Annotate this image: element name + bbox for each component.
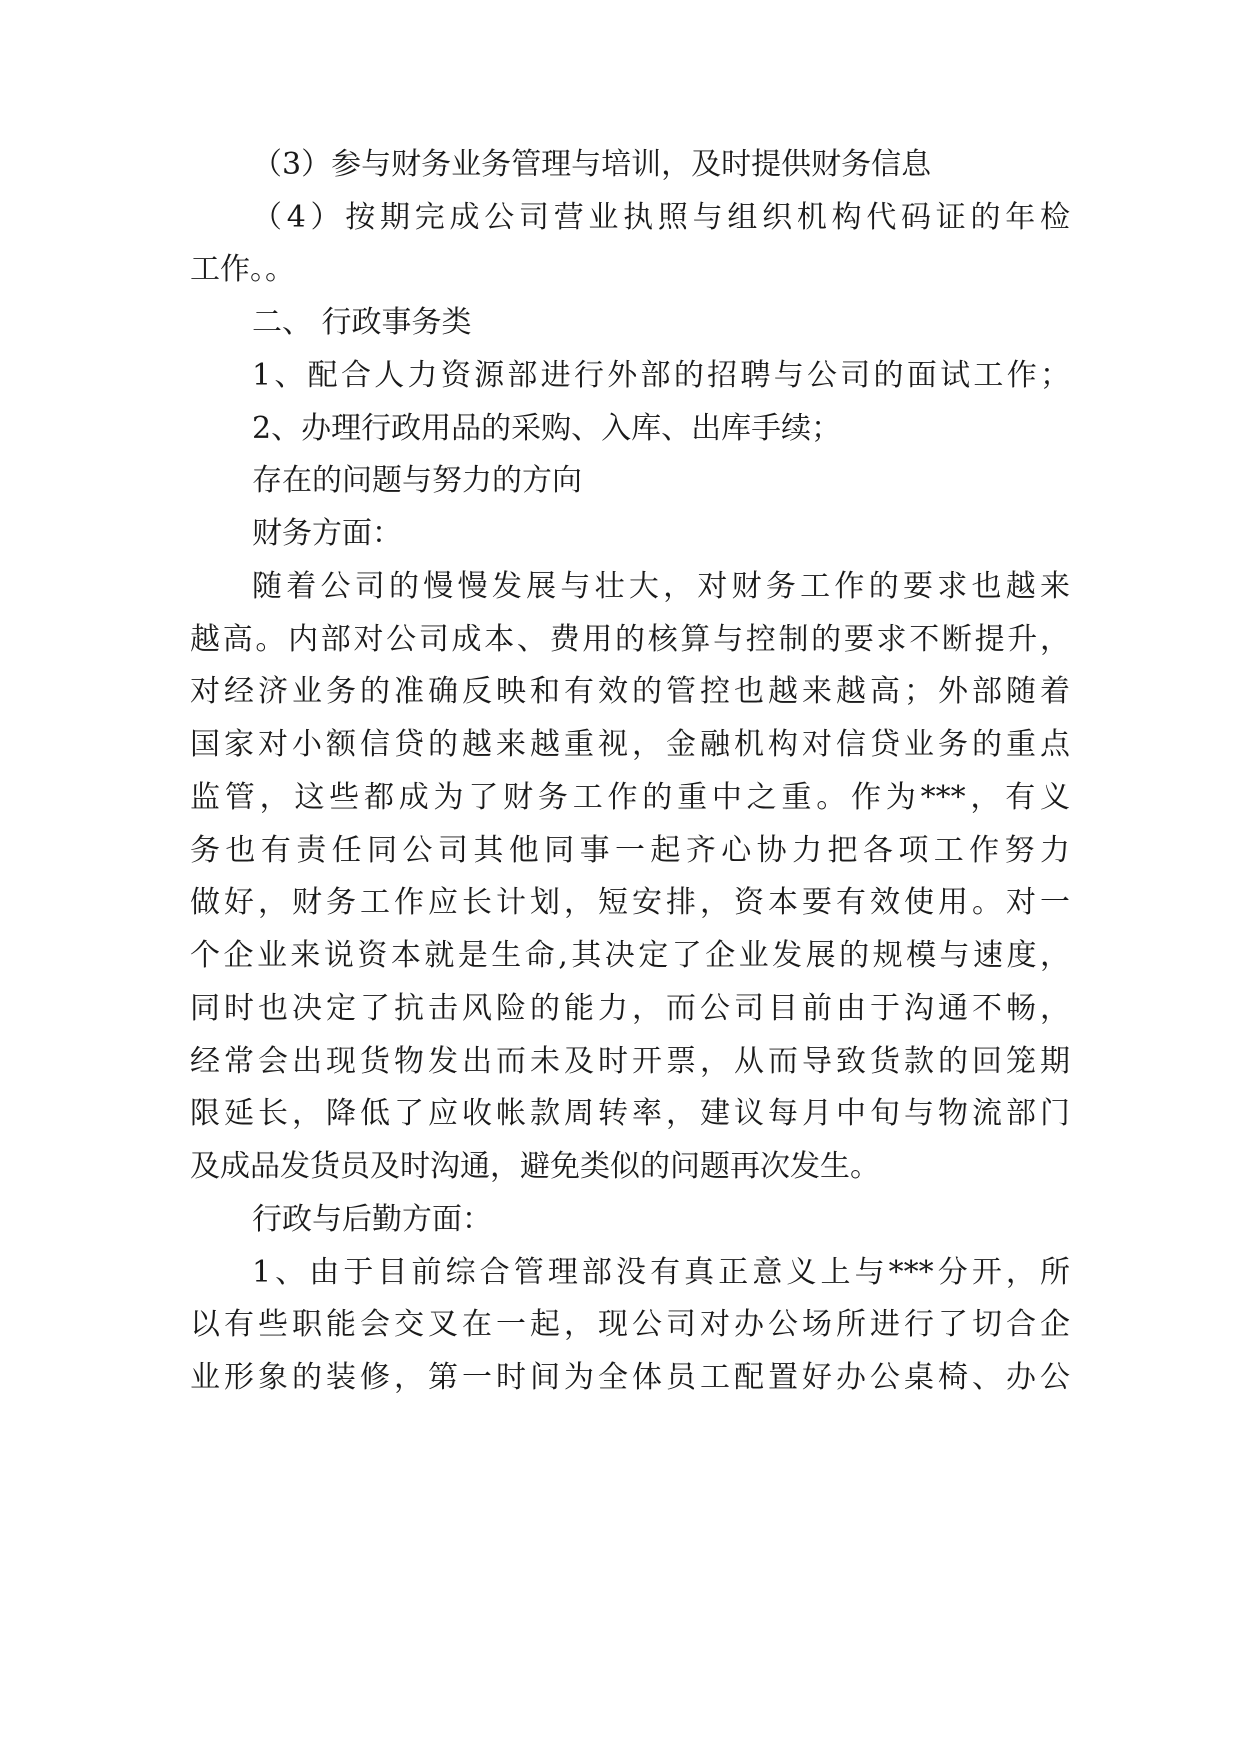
list-item-4-continued: 工作。。 — [190, 252, 295, 287]
logistics-paragraph-line: 业形象的装修，第一时间为全体员工配置好办公桌椅、办公 — [190, 1360, 1070, 1395]
finance-paragraph-line: 做好，财务工作应长计划，短安排，资本要有效使用。对一 — [190, 885, 1070, 920]
subheading-admin-logistics: 行政与后勤方面： — [252, 1202, 492, 1237]
list-item-4: （4）按期完成公司营业执照与组织机构代码证的年检 — [252, 200, 1070, 235]
finance-paragraph-line: 越高。内部对公司成本、费用的核算与控制的要求不断提升， — [190, 622, 1070, 657]
finance-paragraph-line: 经常会出现货物发出而未及时开票，从而导致货款的回笼期 — [190, 1044, 1070, 1079]
logistics-paragraph-line: 以有些职能会交叉在一起，现公司对办公场所进行了切合企 — [190, 1307, 1070, 1342]
finance-paragraph-line: 对经济业务的准确反映和有效的管控也越来越高；外部随着 — [190, 674, 1070, 709]
admin-item-1: 1、配合人力资源部进行外部的招聘与公司的面试工作； — [252, 358, 1070, 393]
finance-paragraph-line: 限延长，降低了应收帐款周转率，建议每月中旬与物流部门 — [190, 1096, 1070, 1131]
list-item-3: （3）参与财务业务管理与培训，及时提供财务信息 — [252, 147, 932, 182]
logistics-paragraph-line: 1、由于目前综合管理部没有真正意义上与***分开，所 — [252, 1255, 1070, 1290]
finance-paragraph-line: 同时也决定了抗击风险的能力，而公司目前由于沟通不畅， — [190, 991, 1070, 1026]
section-heading-problems: 存在的问题与努力的方向 — [252, 463, 582, 498]
finance-paragraph-line: 及成品发货员及时沟通，避免类似的问题再次发生。 — [190, 1149, 880, 1184]
finance-paragraph-line: 个企业来说资本就是生命,其决定了企业发展的规模与速度， — [190, 938, 1070, 973]
finance-paragraph-line: 随着公司的慢慢发展与壮大，对财务工作的要求也越来 — [252, 569, 1070, 604]
finance-paragraph-line: 监管，这些都成为了财务工作的重中之重。作为***，有义 — [190, 780, 1070, 815]
section-heading-admin: 二、 行政事务类 — [252, 305, 472, 340]
finance-paragraph-line: 务也有责任同公司其他同事一起齐心协力把各项工作努力 — [190, 833, 1070, 868]
admin-item-2: 2、办理行政用品的采购、入库、出库手续； — [252, 411, 842, 446]
subheading-finance: 财务方面： — [252, 516, 402, 551]
finance-paragraph-line: 国家对小额信贷的越来越重视，金融机构对信贷业务的重点 — [190, 727, 1070, 762]
